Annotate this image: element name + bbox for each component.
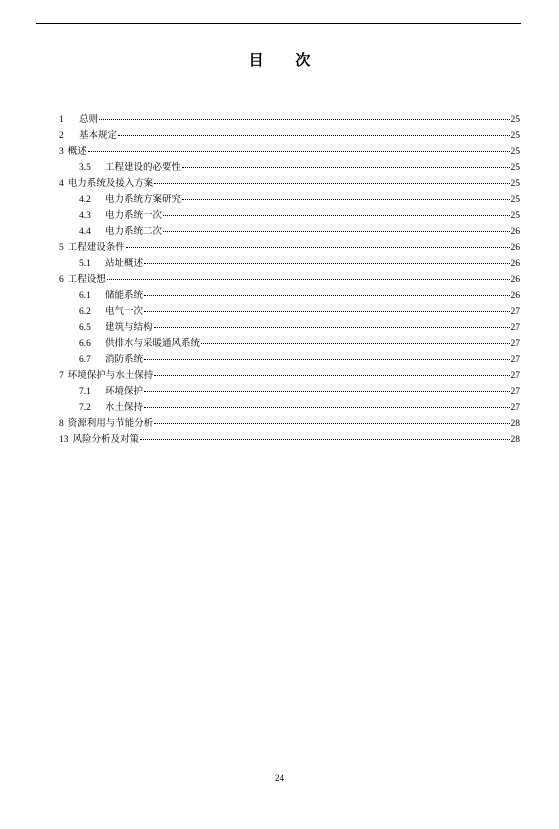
toc-entry[interactable] [59,384,520,400]
toc-entry-number: 5.1 [79,259,91,269]
toc-entry-page: 26 [510,227,520,237]
toc-entry[interactable] [59,352,520,368]
toc-entry[interactable] [59,320,520,336]
toc-entry-number: 6.5 [79,323,91,333]
toc-entry-number: 8 [59,419,64,429]
toc-entry-page: 26 [510,259,520,269]
toc-entry-page: 27 [510,339,520,349]
toc-dot-leader [182,199,509,200]
toc-entry-title: 电力系统一次 [105,211,163,221]
toc-entry-page: 28 [510,435,520,445]
toc-entry-title: 工程设想 [67,275,106,285]
toc-entry-number: 6 [59,275,64,285]
toc-entry-page: 25 [510,195,520,205]
toc-entry-title: 风险分析及对策 [72,435,140,445]
toc-dot-leader [182,167,509,168]
table-of-contents [59,112,520,448]
toc-entry-page: 25 [510,147,520,157]
toc-entry-title: 供排水与采暖通风系统 [105,339,201,349]
toc-entry-page: 27 [510,371,520,381]
toc-dot-leader [144,407,509,408]
toc-entry-number: 1 [59,115,64,125]
toc-entry-page: 27 [510,387,520,397]
toc-entry-page: 25 [510,179,520,189]
toc-entry[interactable] [59,256,520,272]
toc-entry[interactable] [59,128,520,144]
toc-dot-leader [144,295,509,296]
toc-entry-title: 环境保护与水土保持 [67,371,154,381]
toc-dot-leader [144,391,509,392]
toc-entry-page: 26 [510,291,520,301]
toc-entry-title: 储能系统 [105,291,144,301]
toc-entry-page: 28 [510,419,520,429]
toc-entry-number: 6.2 [79,307,91,317]
toc-dot-leader [163,215,509,216]
toc-dot-leader [99,119,509,120]
toc-entry-title: 概述 [67,147,87,157]
toc-dot-leader [154,327,510,328]
toc-entry-title: 电力系统方案研究 [105,195,182,205]
toc-entry-number: 3 [59,147,64,157]
toc-entry-number: 7.1 [79,387,91,397]
toc-dot-leader [154,183,509,184]
toc-entry-page: 27 [510,403,520,413]
toc-dot-leader [163,231,509,232]
toc-entry[interactable] [59,336,520,352]
toc-entry-page: 27 [510,307,520,317]
toc-entry-title: 工程建设的必要性 [105,163,182,173]
toc-entry-title: 基本规定 [79,131,118,141]
toc-entry-page: 26 [510,275,520,285]
header-rule [36,23,521,24]
toc-entry[interactable] [59,144,520,160]
toc-dot-leader [144,263,509,264]
toc-entry-number: 2 [59,131,64,141]
toc-dot-leader [118,135,509,136]
toc-entry-title: 建筑与结构 [105,323,153,333]
toc-entry-number: 3.5 [79,163,91,173]
page-title: 目 次 [248,53,325,69]
toc-entry-number: 6.7 [79,355,91,365]
toc-entry-title: 电气一次 [105,307,144,317]
toc-entry-title: 环境保护 [105,387,144,397]
toc-dot-leader [144,359,509,360]
toc-entry[interactable] [59,416,520,432]
toc-entry-page: 27 [510,355,520,365]
toc-entry-page: 25 [510,163,520,173]
toc-entry[interactable] [59,400,520,416]
toc-entry[interactable] [59,368,520,384]
toc-dot-leader [201,343,509,344]
toc-entry[interactable] [59,272,520,288]
toc-entry-number: 6.1 [79,291,91,301]
toc-entry[interactable] [59,240,520,256]
toc-entry-number: 6.6 [79,339,91,349]
toc-entry-page: 25 [510,115,520,125]
toc-entry[interactable] [59,112,520,128]
toc-entry-title: 工程建设条件 [67,243,125,253]
page-number: 24 [275,773,284,783]
toc-entry-page: 25 [510,131,520,141]
toc-dot-leader [88,151,510,152]
toc-entry-number: 4.4 [79,227,91,237]
toc-entry-number: 4.2 [79,195,91,205]
toc-entry-number: 4.3 [79,211,91,221]
toc-entry[interactable] [59,304,520,320]
toc-entry-title: 站址概述 [105,259,144,269]
toc-entry-page: 26 [510,243,520,253]
toc-entry-number: 5 [59,243,64,253]
toc-dot-leader [140,439,509,440]
toc-entry-title: 总则 [79,115,99,125]
toc-dot-leader [126,247,510,248]
toc-entry[interactable] [59,432,520,448]
toc-entry-page: 25 [510,211,520,221]
toc-dot-leader [107,279,510,280]
toc-dot-leader [154,375,509,376]
toc-entry-number: 7 [59,371,64,381]
toc-entry-page: 27 [510,323,520,333]
toc-entry-number: 13 [59,435,69,445]
toc-entry[interactable] [59,160,520,176]
toc-entry-number: 4 [59,179,64,189]
toc-entry[interactable] [59,192,520,208]
toc-dot-leader [144,311,509,312]
toc-entry[interactable] [59,288,520,304]
toc-entry-title: 消防系统 [105,355,144,365]
toc-dot-leader [154,423,509,424]
toc-entry[interactable] [59,208,520,224]
toc-entry-number: 7.2 [79,403,91,413]
toc-entry-title: 资源利用与节能分析 [67,419,154,429]
toc-entry-title: 电力系统二次 [105,227,163,237]
toc-entry-title: 水土保持 [105,403,144,413]
toc-entry[interactable] [59,224,520,240]
toc-entry-title: 电力系统及接入方案 [67,179,154,189]
toc-entry[interactable] [59,176,520,192]
